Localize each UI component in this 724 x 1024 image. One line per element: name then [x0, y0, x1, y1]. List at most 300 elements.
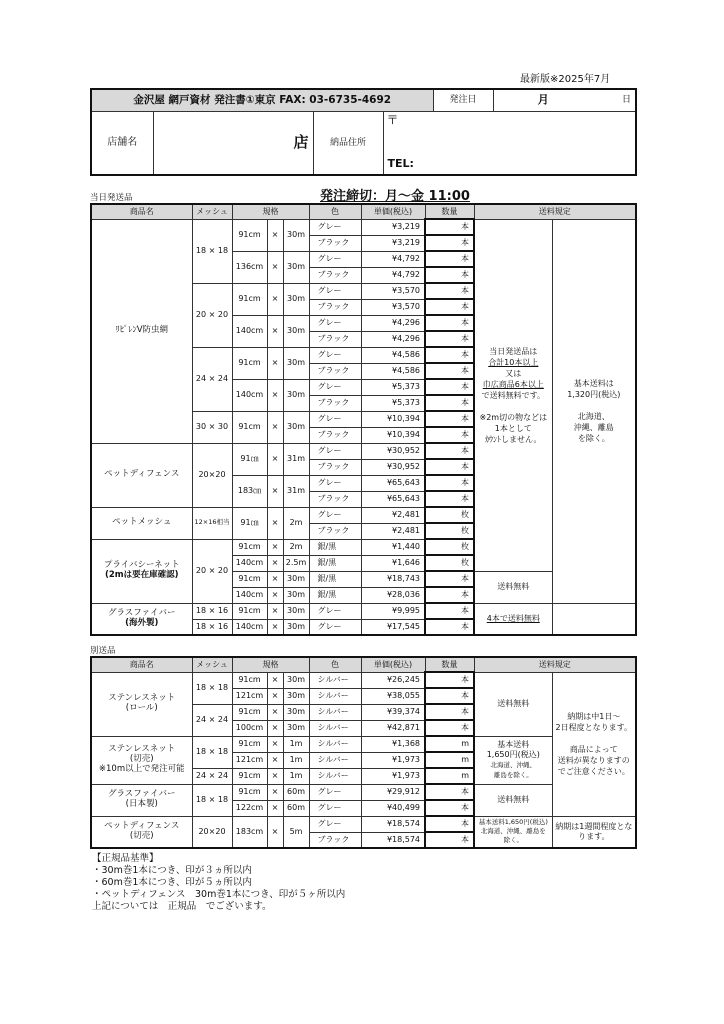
width-cell	[232, 571, 267, 587]
color-cell	[309, 768, 361, 784]
col-mesh: メッシュ	[192, 657, 232, 672]
version-label: 最新版※2025年7月	[520, 74, 611, 85]
width-cell	[232, 507, 267, 539]
times-cell	[267, 619, 283, 635]
shipping-rule-cell	[474, 603, 552, 635]
price-cell	[361, 587, 425, 603]
length-cell	[283, 347, 309, 379]
quantity-input[interactable]	[425, 688, 474, 704]
separate-label: 別送品	[90, 646, 116, 656]
note-line: 北海道、沖縄、離島を	[480, 827, 546, 836]
color-value: グレー	[317, 510, 342, 520]
quantity-input[interactable]	[425, 784, 474, 800]
product-note: (日本製)	[125, 799, 158, 809]
times-cell	[267, 571, 283, 587]
width-cell	[232, 587, 267, 603]
product-cell	[91, 672, 192, 736]
color-value: グレー	[317, 606, 342, 616]
col-shipping: 送料規定	[474, 204, 636, 219]
color-cell	[309, 459, 361, 475]
mesh-value: 24 × 24	[195, 771, 229, 781]
price-cell	[361, 571, 425, 587]
color-cell	[309, 816, 361, 832]
note-line	[553, 400, 636, 411]
note-line: 1本として	[494, 423, 532, 433]
delivery-note-cell	[552, 672, 636, 816]
col-price: 単価(税込)	[361, 657, 425, 672]
length-cell	[283, 587, 309, 603]
unit-label: 本	[461, 494, 470, 504]
length-cell	[283, 816, 309, 848]
standards-line: ・60m巻1本につき、印が５ヵ所以内	[92, 877, 252, 888]
unit-label: 本	[461, 318, 470, 328]
quantity-input[interactable]	[425, 539, 474, 555]
width-value: 91cm	[238, 739, 261, 749]
quantity-input[interactable]	[425, 347, 474, 363]
length-value: 30m	[287, 230, 305, 240]
color-value: グレー	[317, 446, 342, 456]
quantity-input[interactable]	[425, 251, 474, 267]
col-mesh: メッシュ	[192, 204, 232, 219]
price-value: ¥65,643	[386, 494, 421, 504]
quantity-input[interactable]	[425, 800, 474, 816]
color-value: グレー	[317, 254, 342, 264]
price-value: ¥1,973	[392, 771, 421, 781]
color-value: ブラック	[317, 270, 350, 280]
base-shipping-cell	[552, 219, 636, 603]
price-value: ¥4,586	[392, 350, 421, 360]
price-cell	[361, 475, 425, 491]
price-value: ¥65,643	[386, 478, 421, 488]
price-cell	[361, 315, 425, 331]
width-value: 91cm	[238, 771, 261, 781]
mesh-cell	[192, 619, 232, 635]
price-value: ¥1,973	[392, 755, 421, 765]
product-name: ペットメッシュ	[112, 517, 172, 528]
order-month-field[interactable]	[493, 89, 593, 111]
mesh-value: 30 × 30	[195, 422, 229, 432]
width-cell	[232, 720, 267, 736]
times-cell	[267, 784, 283, 800]
color-value: 銀/黒	[317, 558, 337, 568]
quantity-input[interactable]	[425, 283, 474, 299]
price-cell	[361, 672, 425, 688]
price-cell	[361, 704, 425, 720]
note-line: 当日発送品は	[489, 346, 538, 356]
mesh-cell	[192, 704, 232, 736]
note-line: ※2m切の物などは	[479, 412, 548, 422]
quantity-input[interactable]	[425, 315, 474, 331]
length-value: 30m	[287, 590, 305, 600]
width-cell	[232, 443, 267, 475]
times-sign: ×	[271, 294, 279, 304]
length-value: 30m	[287, 622, 305, 632]
color-cell	[309, 283, 361, 299]
mesh-cell	[192, 768, 232, 784]
mesh-value: 18 × 18	[195, 795, 229, 805]
times-cell	[267, 688, 283, 704]
shipping-rule-cell	[474, 571, 552, 603]
separate-table	[90, 656, 637, 849]
unit-label: 枚	[461, 558, 470, 568]
color-cell	[309, 555, 361, 571]
col-product: 商品名	[91, 657, 192, 672]
price-cell	[361, 459, 425, 475]
unit-label: 本	[461, 835, 470, 845]
unit-label: 本	[461, 398, 470, 408]
length-value: 30m	[287, 326, 305, 336]
price-value: ¥3,570	[392, 302, 421, 312]
note-line: 納期は1週間程度とな	[555, 821, 633, 831]
col-shipping: 送料規定	[474, 657, 636, 672]
quantity-input[interactable]	[425, 619, 474, 635]
color-value: シルバー	[317, 691, 349, 701]
width-value: 91cm	[238, 675, 261, 685]
price-value: ¥3,570	[392, 286, 421, 296]
times-sign: ×	[271, 622, 279, 632]
note-line: 1,650円(税込)	[486, 750, 540, 759]
quantity-input[interactable]	[425, 736, 474, 752]
color-value: グレー	[317, 803, 342, 813]
length-value: 30m	[287, 294, 305, 304]
free-shipping-note: 送料無料	[497, 699, 530, 709]
note-line: を除く。	[577, 434, 610, 443]
length-cell	[283, 315, 309, 347]
color-value: 銀/黒	[317, 590, 337, 600]
length-cell	[283, 752, 309, 768]
price-cell	[361, 603, 425, 619]
length-cell	[283, 251, 309, 283]
mesh-value: 18 × 16	[195, 606, 229, 616]
price-cell	[361, 688, 425, 704]
product-cell	[91, 784, 192, 816]
quantity-input[interactable]	[425, 459, 474, 475]
price-cell	[361, 363, 425, 379]
color-cell	[309, 475, 361, 491]
price-cell	[361, 555, 425, 571]
mesh-value: 24 × 24	[195, 374, 229, 384]
times-sign: ×	[271, 262, 279, 272]
order-day-field[interactable]	[593, 89, 636, 111]
table-row	[91, 219, 636, 235]
width-value: 140cm	[235, 590, 264, 600]
store-name-label: 店舗名	[91, 111, 153, 175]
width-value: 91cm	[238, 422, 261, 432]
unit-label: 本	[461, 350, 470, 360]
unit-label: 本	[461, 238, 470, 248]
mesh-value: 20 × 20	[195, 310, 229, 320]
col-color: 色	[309, 657, 361, 672]
quantity-input[interactable]	[425, 395, 474, 411]
width-value: 91cm	[238, 707, 261, 717]
quantity-input[interactable]	[425, 475, 474, 491]
times-sign: ×	[271, 542, 279, 552]
times-sign: ×	[271, 691, 279, 701]
width-cell	[232, 539, 267, 555]
color-value: ブラック	[317, 494, 350, 504]
delivery-address-label: 納品住所	[313, 111, 383, 175]
width-cell	[232, 736, 267, 752]
unit-label: m	[461, 755, 470, 765]
quantity-input[interactable]	[425, 555, 474, 571]
quantity-input[interactable]	[425, 411, 474, 427]
quantity-input[interactable]	[425, 235, 474, 251]
color-value: 銀/黒	[317, 542, 337, 552]
length-value: 5m	[289, 827, 303, 837]
times-cell	[267, 587, 283, 603]
times-sign: ×	[271, 390, 279, 400]
width-cell	[232, 688, 267, 704]
price-value: ¥3,219	[392, 222, 421, 232]
color-value: シルバー	[317, 707, 349, 717]
quantity-input[interactable]	[425, 379, 474, 395]
color-cell	[309, 331, 361, 347]
unit-label: 本	[461, 254, 470, 264]
times-cell	[267, 720, 283, 736]
quantity-input[interactable]	[425, 832, 474, 848]
times-sign: ×	[271, 422, 279, 432]
price-cell	[361, 832, 425, 848]
price-cell	[361, 443, 425, 459]
free-shipping-note: 送料無料	[497, 795, 530, 805]
quantity-input[interactable]	[425, 331, 474, 347]
times-cell	[267, 443, 283, 475]
col-spec: 規格	[232, 657, 309, 672]
quantity-input[interactable]	[425, 363, 474, 379]
price-value: ¥17,545	[386, 622, 421, 632]
unit-label: m	[461, 739, 470, 749]
times-cell	[267, 283, 283, 315]
mesh-value: 12×16相当	[194, 518, 230, 527]
unit-label: 本	[461, 723, 470, 733]
unit-label: 本	[461, 286, 470, 296]
length-cell	[283, 784, 309, 800]
product-name: グラスファイバー	[108, 607, 176, 618]
base-shipping-cell	[552, 603, 636, 635]
times-cell	[267, 507, 283, 539]
same-day-table	[90, 203, 637, 636]
color-value: ブラック	[317, 334, 350, 344]
price-cell	[361, 267, 425, 283]
unit-label: 本	[461, 803, 470, 813]
standards-line: ・30m巻1本につき、印が３ヵ所以内	[92, 865, 252, 876]
times-cell	[267, 704, 283, 720]
note-line: 基本送料は	[573, 379, 614, 388]
order-deadline: 発注締切：月～金 11:00	[320, 189, 470, 204]
price-cell	[361, 283, 425, 299]
times-cell	[267, 539, 283, 555]
quantity-input[interactable]	[425, 603, 474, 619]
color-cell	[309, 427, 361, 443]
times-sign: ×	[271, 606, 279, 616]
store-suffix: 店	[293, 133, 309, 152]
color-value: グレー	[317, 819, 342, 829]
quantity-input[interactable]	[425, 523, 474, 539]
quantity-input[interactable]	[425, 491, 474, 507]
color-cell	[309, 491, 361, 507]
quantity-input[interactable]	[425, 752, 474, 768]
price-cell	[361, 491, 425, 507]
width-value: 140cm	[235, 390, 264, 400]
length-value: 30m	[287, 723, 305, 733]
quantity-input[interactable]	[425, 587, 474, 603]
shipping-rule-cell	[474, 672, 552, 736]
times-sign: ×	[271, 755, 279, 765]
price-cell	[361, 331, 425, 347]
width-value: 91cm	[238, 574, 261, 584]
quantity-input[interactable]	[425, 427, 474, 443]
times-cell	[267, 475, 283, 507]
price-value: ¥40,499	[386, 803, 421, 813]
shipping-rule-cell	[474, 784, 552, 816]
color-value: グレー	[317, 414, 342, 424]
quantity-input[interactable]	[425, 720, 474, 736]
quantity-input[interactable]	[425, 267, 474, 283]
col-qty: 数量	[425, 204, 474, 219]
width-cell	[232, 283, 267, 315]
price-value: ¥18,574	[386, 835, 421, 845]
width-cell	[232, 219, 267, 251]
times-cell	[267, 251, 283, 283]
product-cell	[91, 539, 192, 603]
width-value: 91cm	[238, 787, 261, 797]
standards-line: 【正規品基準】	[92, 853, 159, 864]
price-value: ¥10,394	[386, 430, 421, 440]
price-cell	[361, 251, 425, 267]
note-line: 巾広商品6本以上	[482, 379, 544, 389]
unit-label: 本	[461, 302, 470, 312]
color-value: グレー	[317, 318, 342, 328]
delivery-address-field[interactable]	[383, 111, 636, 175]
length-value: 2.5m	[285, 558, 307, 568]
price-value: ¥28,036	[386, 590, 421, 600]
quantity-input[interactable]	[425, 443, 474, 459]
col-spec: 規格	[232, 204, 309, 219]
note-line: 沖縄、離島	[573, 423, 614, 432]
color-cell	[309, 720, 361, 736]
length-cell	[283, 720, 309, 736]
length-value: 60m	[287, 787, 305, 797]
price-value: ¥1,646	[392, 558, 421, 568]
note-line: 北海道、	[577, 412, 610, 421]
width-value: 91cm	[238, 294, 261, 304]
color-cell	[309, 299, 361, 315]
quantity-input[interactable]	[425, 672, 474, 688]
unit-label: m	[461, 771, 470, 781]
width-value: 91cm	[238, 230, 261, 240]
width-value: 100cm	[235, 723, 264, 733]
price-value: ¥29,912	[386, 787, 421, 797]
quantity-input[interactable]	[425, 704, 474, 720]
price-cell	[361, 523, 425, 539]
width-cell	[232, 752, 267, 768]
shipping-rule-cell	[474, 816, 552, 848]
note-line: ります。	[578, 831, 610, 841]
unit-label: 本	[461, 606, 470, 616]
color-cell	[309, 832, 361, 848]
unit-label: 本	[461, 222, 470, 232]
product-note: (2mは要在庫確認)	[104, 570, 179, 580]
price-value: ¥26,245	[386, 675, 421, 685]
length-value: 60m	[287, 803, 305, 813]
note-line: 納期は中1日～	[567, 712, 621, 721]
price-cell	[361, 507, 425, 523]
color-value: ブラック	[317, 430, 350, 440]
quantity-input[interactable]	[425, 768, 474, 784]
product-name: プライバシーネット	[103, 560, 180, 571]
width-cell	[232, 816, 267, 848]
times-sign: ×	[271, 590, 279, 600]
length-cell	[283, 219, 309, 251]
width-cell	[232, 704, 267, 720]
product-cell	[91, 219, 192, 443]
length-value: 30m	[287, 606, 305, 616]
unit-label: 本	[461, 414, 470, 424]
times-sign: ×	[271, 558, 279, 568]
times-cell	[267, 219, 283, 251]
product-cell	[91, 507, 192, 539]
width-value: 136cm	[235, 262, 264, 272]
width-value: 91㎝	[240, 454, 259, 464]
color-value: グレー	[317, 286, 342, 296]
month-label: 月	[537, 92, 549, 106]
color-value: シルバー	[317, 675, 349, 685]
price-cell	[361, 816, 425, 832]
times-cell	[267, 379, 283, 411]
length-cell	[283, 736, 309, 752]
price-value: ¥4,586	[392, 366, 421, 376]
color-value: ブラック	[317, 398, 350, 408]
product-note: (切売)	[129, 830, 154, 841]
mesh-cell	[192, 411, 232, 443]
quantity-input[interactable]	[425, 816, 474, 832]
delivery-note-cell	[552, 816, 636, 848]
price-value: ¥2,481	[392, 510, 421, 520]
unit-label: 本	[461, 675, 470, 685]
quantity-input[interactable]	[425, 507, 474, 523]
mesh-cell	[192, 784, 232, 816]
quantity-input[interactable]	[425, 571, 474, 587]
day-label: 日	[621, 95, 631, 106]
table-row	[91, 603, 636, 619]
length-value: 1m	[289, 755, 303, 765]
unit-label: 本	[461, 334, 470, 344]
times-sign: ×	[271, 739, 279, 749]
unit-label: 本	[461, 430, 470, 440]
mesh-value: 18 × 16	[195, 622, 229, 632]
quantity-input[interactable]	[425, 299, 474, 315]
times-sign: ×	[271, 486, 279, 496]
price-value: ¥1,440	[392, 542, 421, 552]
width-cell	[232, 555, 267, 571]
length-cell	[283, 411, 309, 443]
quantity-input[interactable]	[425, 219, 474, 235]
color-cell	[309, 507, 361, 523]
length-value: 30m	[287, 691, 305, 701]
note-line: 離島を除く。	[493, 771, 533, 779]
color-value: ブラック	[317, 238, 350, 248]
mesh-value: 18 × 18	[195, 747, 229, 757]
color-value: グレー	[317, 222, 342, 232]
color-value: グレー	[317, 350, 342, 360]
width-value: 183㎝	[237, 486, 262, 496]
product-name: ペットディフェンス	[104, 820, 180, 831]
store-name-field[interactable]	[153, 111, 313, 175]
width-cell	[232, 768, 267, 784]
color-value: ブラック	[317, 462, 350, 472]
color-cell	[309, 251, 361, 267]
price-cell	[361, 427, 425, 443]
